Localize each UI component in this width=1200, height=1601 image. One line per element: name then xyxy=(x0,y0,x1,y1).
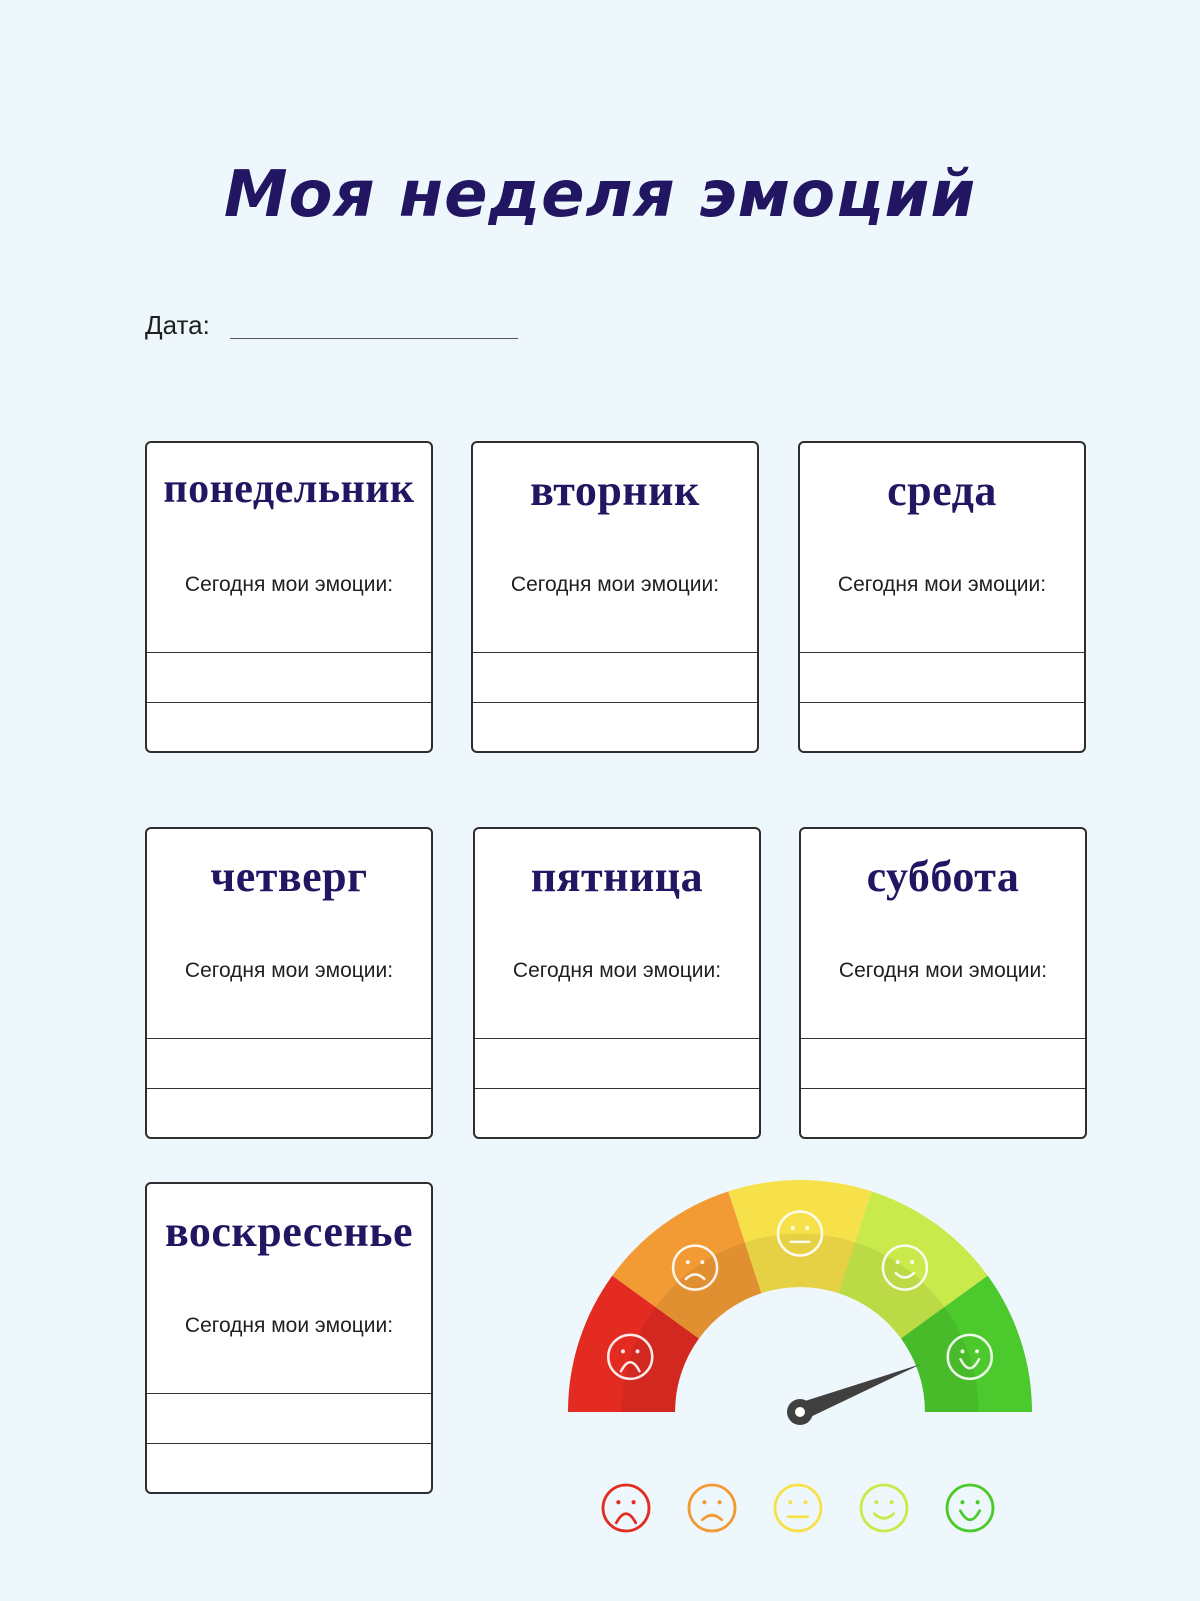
page-title: Моя неделя эмоций xyxy=(223,158,977,232)
answer-line[interactable] xyxy=(475,1088,759,1089)
legend-very-sad-face-icon xyxy=(603,1485,649,1531)
day-title: пятница xyxy=(530,852,704,901)
day-title: суббота xyxy=(866,852,1020,901)
answer-line[interactable] xyxy=(801,1038,1085,1039)
date-field[interactable] xyxy=(230,338,518,339)
emotions-prompt: Сегодня мои эмоции: xyxy=(510,573,720,596)
mood-gauge xyxy=(560,1170,1040,1440)
day-card-friday xyxy=(473,827,761,1139)
emotions-prompt: Сегодня мои эмоции: xyxy=(837,573,1047,596)
answer-line[interactable] xyxy=(800,652,1084,653)
day-card-saturday xyxy=(799,827,1087,1139)
day-card-wednesday xyxy=(798,441,1086,753)
day-title: вторник xyxy=(530,466,700,515)
answer-line[interactable] xyxy=(147,1393,431,1394)
answer-line[interactable] xyxy=(147,1088,431,1089)
answer-line[interactable] xyxy=(473,702,757,703)
legend-happy-face-icon xyxy=(947,1485,993,1531)
mood-legend xyxy=(590,1478,1010,1538)
emotions-prompt: Сегодня мои эмоции: xyxy=(512,959,722,982)
answer-line[interactable] xyxy=(473,652,757,653)
answer-line[interactable] xyxy=(147,652,431,653)
emotions-prompt: Сегодня мои эмоции: xyxy=(184,573,394,596)
legend-smile-face-icon xyxy=(861,1485,907,1531)
date-label: Дата: xyxy=(145,310,210,340)
answer-line[interactable] xyxy=(475,1038,759,1039)
answer-line[interactable] xyxy=(147,702,431,703)
gauge-needle xyxy=(787,1364,921,1425)
needle-pointer xyxy=(797,1364,921,1420)
legend-neutral-face-icon xyxy=(775,1485,821,1531)
day-card-tuesday xyxy=(471,441,759,753)
legend-sad-face-icon xyxy=(689,1485,735,1531)
needle-hub-center xyxy=(795,1407,805,1417)
answer-line[interactable] xyxy=(147,1443,431,1444)
answer-line[interactable] xyxy=(801,1088,1085,1089)
day-title: четверг xyxy=(210,852,368,901)
day-title: понедельник xyxy=(163,466,415,512)
day-card-thursday xyxy=(145,827,433,1139)
day-title: воскресенье xyxy=(164,1207,414,1256)
emotions-prompt: Сегодня мои эмоции: xyxy=(838,959,1048,982)
answer-line[interactable] xyxy=(800,702,1084,703)
emotions-prompt: Сегодня мои эмоции: xyxy=(184,1314,394,1337)
day-card-monday xyxy=(145,441,433,753)
day-title: среда xyxy=(887,466,997,515)
answer-line[interactable] xyxy=(147,1038,431,1039)
emotions-prompt: Сегодня мои эмоции: xyxy=(184,959,394,982)
day-card-sunday xyxy=(145,1182,433,1494)
